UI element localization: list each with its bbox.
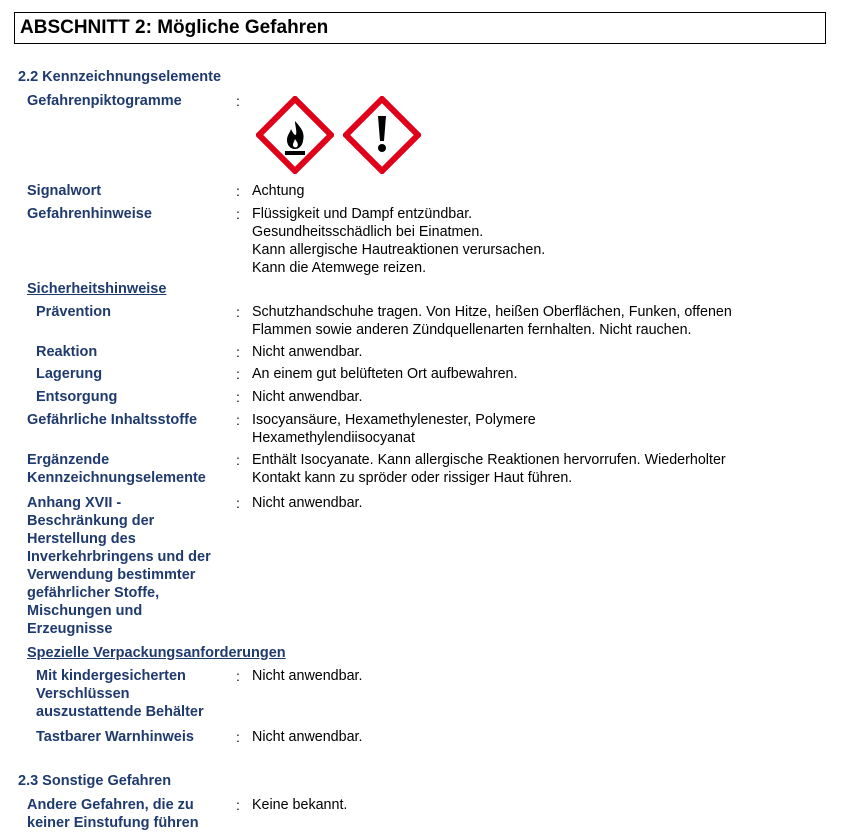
label-line: Beschränkung der — [27, 513, 155, 529]
hazardous-ingredients-value — [252, 411, 536, 447]
label-line: gefährlicher Stoffe, — [27, 585, 160, 601]
colon: : — [236, 206, 240, 222]
exclamation-pictogram-icon — [343, 96, 421, 174]
label-line: Anhang XVII - — [27, 495, 122, 511]
signal-word-label: Signalwort — [27, 183, 102, 199]
colon: : — [236, 304, 240, 320]
disposal-label: Entsorgung — [36, 389, 118, 405]
label-line: Herstellung des — [27, 531, 136, 547]
label-line: Inverkehrbringens und der — [27, 549, 211, 565]
flame-pictogram-icon — [256, 96, 334, 174]
subsection-heading-2-2: 2.2 Kennzeichnungselemente — [18, 69, 222, 85]
reaction-label: Reaktion — [36, 344, 98, 360]
hazard-line: Kann allergische Hautreaktionen verursachen. — [252, 242, 546, 258]
annex-xvii-label — [27, 494, 211, 638]
label-line: auszustattende Behälter — [36, 704, 204, 720]
label-line: Mit kindergesicherten — [36, 668, 186, 684]
packaging-requirements-heading: Spezielle Verpackungsanforderungen — [27, 645, 286, 661]
colon: : — [236, 797, 240, 813]
hazard-statements-value — [252, 205, 545, 277]
annex-xvii-value: Nicht anwendbar. — [252, 495, 363, 511]
colon: : — [236, 93, 240, 109]
childproof-value: Nicht anwendbar. — [252, 668, 363, 684]
label-line: keiner Einstufung führen — [27, 815, 199, 831]
prevention-line: Schutzhandschuhe tragen. Von Hitze, heißen Oberflächen, Funken, offenen — [252, 304, 732, 320]
supplemental-line: Kontakt kann zu spröder oder rissiger Haut führen. — [252, 470, 573, 486]
label-line: Andere Gefahren, die zu — [27, 797, 194, 813]
label-line: Verschlüssen — [36, 686, 130, 702]
colon: : — [236, 183, 240, 199]
colon: : — [236, 344, 240, 360]
hazard-statements-label: Gefahrenhinweise — [27, 206, 152, 222]
ingredient-line: Hexamethylendiisocyanat — [252, 430, 415, 446]
colon: : — [236, 729, 240, 745]
ingredient-line: Isocyansäure, Hexamethylenester, Polymere — [252, 412, 536, 428]
colon: : — [236, 668, 240, 684]
signal-word-value: Achtung — [252, 183, 305, 199]
disposal-value: Nicht anwendbar. — [252, 389, 363, 405]
safety-statements-heading: Sicherheitshinweise — [27, 281, 167, 297]
prevention-value — [252, 303, 732, 339]
prevention-line: Flammen sowie anderen Zündquellenarten fernhalten. Nicht rauchen. — [252, 322, 692, 338]
childproof-label — [36, 667, 204, 721]
supplemental-label — [27, 451, 206, 487]
storage-label: Lagerung — [36, 366, 103, 382]
colon: : — [236, 366, 240, 382]
storage-value: An einem gut belüfteten Ort aufbewahren. — [252, 366, 518, 382]
supplemental-value — [252, 451, 726, 487]
tactile-warning-value: Nicht anwendbar. — [252, 729, 363, 745]
label-line: Mischungen und — [27, 603, 143, 619]
section-title: ABSCHNITT 2: Mögliche Gefahren — [20, 17, 329, 38]
supplemental-line: Enthält Isocyanate. Kann allergische Reaktionen hervorrufen. Wiederholter — [252, 452, 726, 468]
other-hazards-label — [27, 796, 199, 832]
reaction-value: Nicht anwendbar. — [252, 344, 363, 360]
colon: : — [236, 495, 240, 511]
hazard-line: Flüssigkeit und Dampf entzündbar. — [252, 206, 473, 222]
label-line: Verwendung bestimmter — [27, 567, 196, 583]
label-line: Erzeugnisse — [27, 621, 113, 637]
hazard-line: Gesundheitsschädlich bei Einatmen. — [252, 224, 484, 240]
colon: : — [236, 452, 240, 468]
prevention-label: Prävention — [36, 304, 111, 320]
pictograms-label: Gefahrenpiktogramme — [27, 93, 182, 109]
colon: : — [236, 389, 240, 405]
other-hazards-value: Keine bekannt. — [252, 797, 348, 813]
tactile-warning-label: Tastbarer Warnhinweis — [36, 729, 194, 745]
label-line: Ergänzende — [27, 452, 110, 468]
colon: : — [236, 412, 240, 428]
subsection-heading-2-3: 2.3 Sonstige Gefahren — [18, 773, 172, 789]
hazard-line: Kann die Atemwege reizen. — [252, 260, 427, 276]
label-line: Kennzeichnungselemente — [27, 470, 206, 486]
hazardous-ingredients-label: Gefährliche Inhaltsstoffe — [27, 412, 198, 428]
section-header-box — [14, 12, 826, 44]
